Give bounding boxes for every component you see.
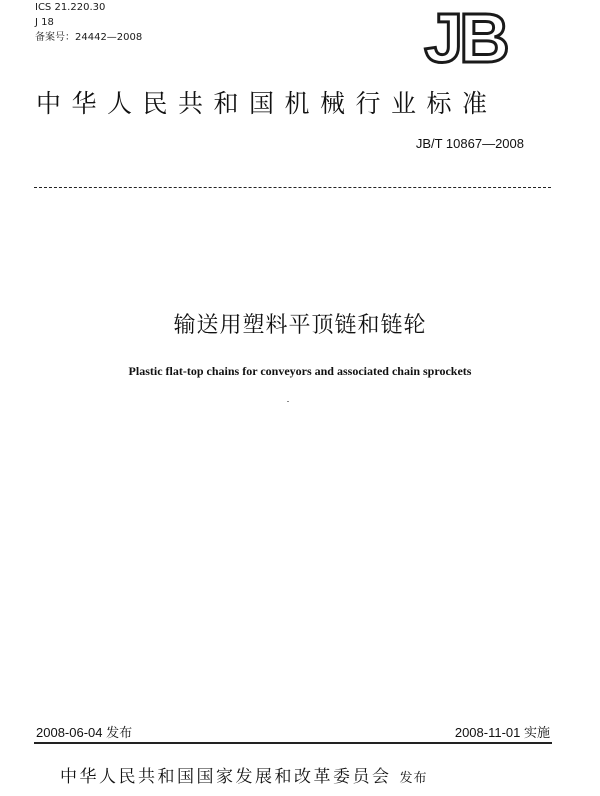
ics-code: ICS 21.220.30 [35,2,106,13]
document-metadata [35,0,142,45]
standard-number: JB/T 10867—2008 [415,136,524,151]
jb-logo [400,4,530,70]
header-divider [34,187,551,188]
classification-code: J 18 [35,17,54,28]
industry-standard-title: 中华人民共和国机械行业标准 [36,89,498,118]
scan-speck [287,401,289,402]
footer-divider [34,742,552,744]
publisher-name: 中华人民共和国国家发展和改革委员会 [60,767,392,787]
publisher-suffix: 发布 [399,771,428,786]
publisher-line [60,762,428,787]
document-title-chinese: 输送用塑料平顶链和链轮 [173,313,427,338]
filing-number: 备案号：24442—2008 [35,32,143,43]
publish-date: 2008-06-04 发布 [36,725,133,740]
document-title-english: Plastic flat-top chains for conveyors and associated chain sprockets [128,364,472,378]
jb-logo-text: JB [424,4,506,70]
effective-date: 2008-11-01 实施 [454,725,550,740]
